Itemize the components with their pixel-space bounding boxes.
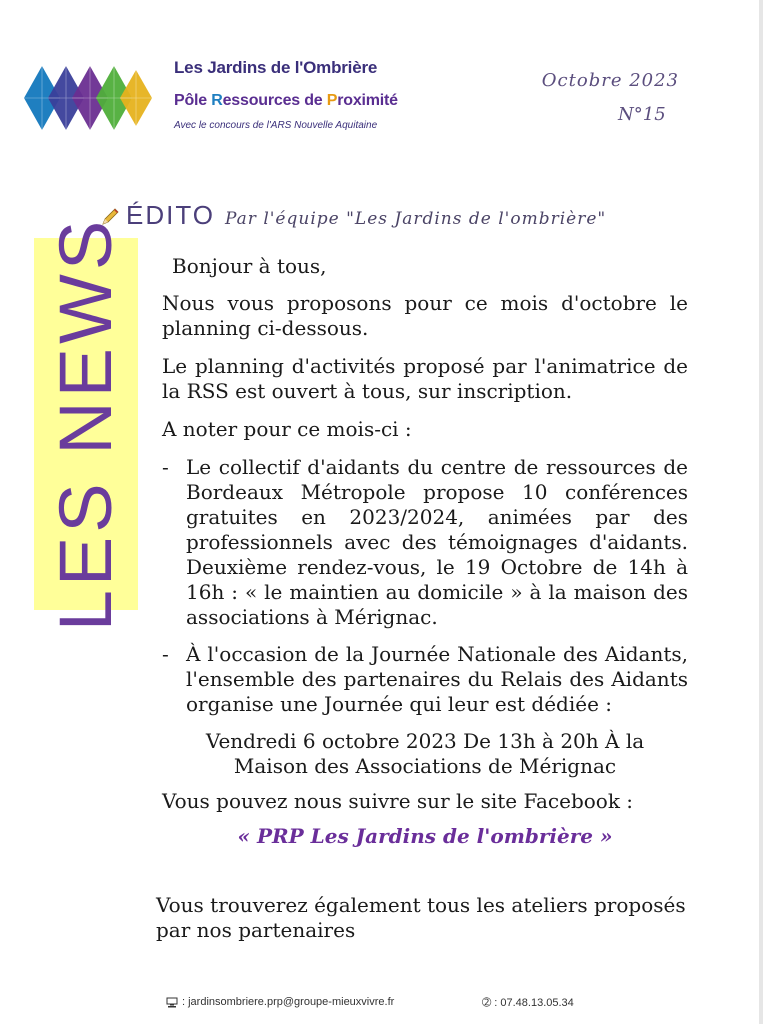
logo-icon [24,64,154,132]
org-subtitle-initial-p2: P [326,92,338,109]
organization-block [174,58,398,131]
org-subtitle-initial-r: R [211,92,223,109]
page-edge [759,0,763,1024]
edito-header [100,200,606,231]
phone-icon: ➁ [482,997,492,1009]
footer-email [166,996,394,1008]
phone-number[interactable]: : 07.48.13.05.34 [494,997,574,1009]
org-subtitle-part: essources de [222,92,327,109]
event-location: Maison des Associations de Mérignac [233,754,617,778]
news-banner [34,216,138,632]
footer-phone [482,996,574,1009]
issue-number: N°15 [618,104,666,125]
org-subtitle-initial-p: P [174,92,185,109]
paragraph-intro: Nous vous proposons pour ce mois d'octobre le planning ci-dessous. [162,291,688,340]
email-address[interactable]: : jardinsombriere.prp@groupe-mieuxvivre.fr [182,996,395,1008]
edito-byline: Par l'équipe "Les Jardins de l'ombrière" [224,209,607,229]
org-sponsor: Avec le concours de l'ARS Nouvelle Aquitaine [174,120,378,131]
paragraph-note: A noter pour ce mois-ci : [162,417,412,441]
org-name: Les Jardins de l'Ombrière [174,58,378,77]
edito-title: ÉDITO [126,200,215,230]
org-subtitle-part: roximité [337,92,398,109]
event-date: Vendredi 6 octobre 2023 De 13h à 20h À la [205,729,645,753]
closing-paragraph: Vous trouverez également tous les ateliers proposés par nos partenaires [156,893,686,942]
org-subtitle [174,92,398,110]
follow-text: Vous pouvez nous suivre sur le site Facebook : [162,789,634,813]
edito-body [162,254,688,863]
bullet-journee-aidants: À l'occasion de la Journée Nationale des Aidants, l'ensemble des partenaires du Relais des Aidants organise une Journée qui leur est dédiée : [186,642,688,716]
event-details [162,729,688,779]
bullet-dash: - [162,455,169,479]
org-subtitle-part: ôle [184,92,212,109]
list-item [162,642,688,717]
computer-icon [166,997,178,1008]
news-banner-text: LES NEWS [44,216,127,632]
paragraph-planning: Le planning d'activités proposé par l'animatrice de la RSS est ouvert à tous, sur inscription. [162,354,688,403]
greeting: Bonjour à tous, [172,254,327,278]
facebook-page-link[interactable]: « PRP Les Jardins de l'ombrière » [237,824,613,848]
bullet-conferences: Le collectif d'aidants du centre de ressources de Bordeaux Métropole propose 10 conférences gratuites en 2023/2024, animées par des professionnels avec des témoignages d'aidants. Deuxième rendez-vous, le 19 Octobre de 14h à 16h : « le maintien au domicile » à la maison des associations à Mérignac. [186,455,688,629]
bullet-dash: - [162,642,169,666]
list-item [162,455,688,630]
issue-date: Octobre 2023 [541,70,679,91]
